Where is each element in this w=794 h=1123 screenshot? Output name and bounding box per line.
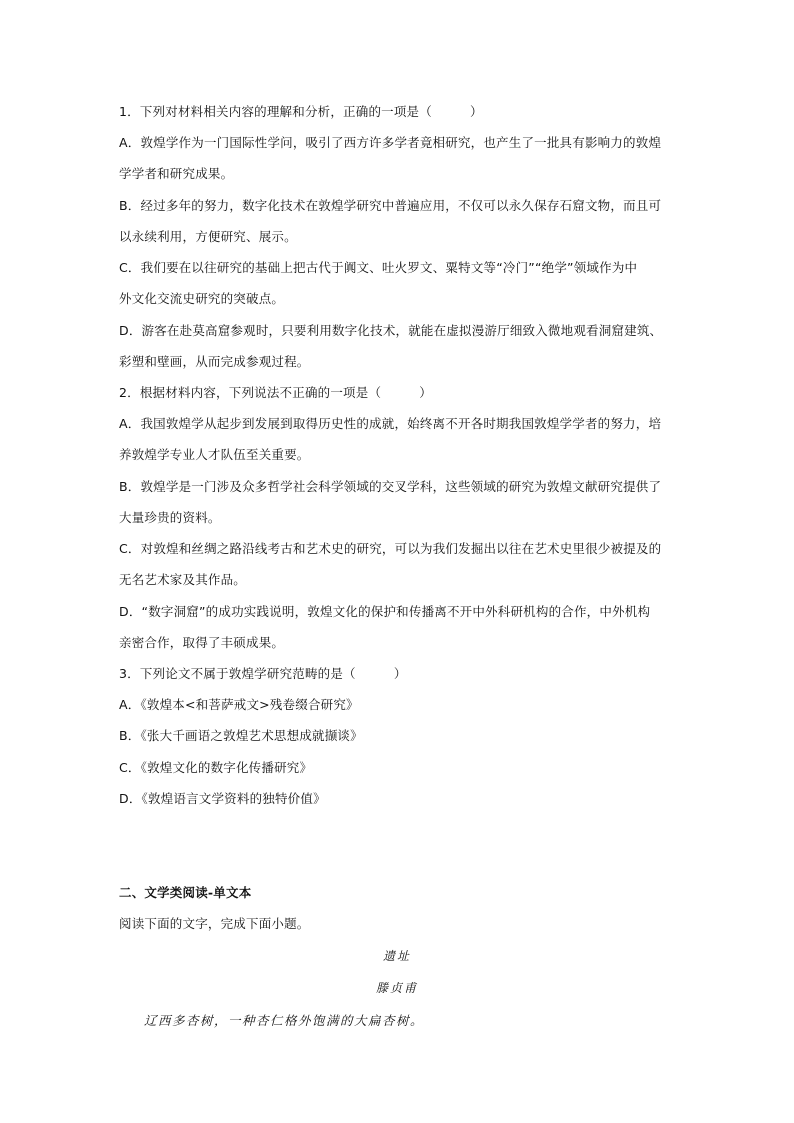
- q1-option-c-line1: C．我们要在以往研究的基础上把古代于阗文、吐火罗文、粟特文等“冷门”“绝学”领域作为中: [119, 260, 638, 275]
- q2-option-c-line1: C．对敦煌和丝绸之路沿线考古和艺术史的研究，可以为我们发掘出以往在艺术史里很少被提及的: [119, 541, 662, 556]
- passage-first-line: 辽西多杏树，一种杏仁格外饱满的大扁杏树。: [144, 1013, 425, 1028]
- q1-option-d-line1: D．游客在赴莫高窟参观时，只要利用数字化技术，就能在虚拟漫游厅细致入微地观看洞窟建筑、: [119, 323, 663, 338]
- q3-option-d: D．《敦煌语言文学资料的独特价值》: [119, 791, 326, 806]
- section-instruction: 阅读下面的文字，完成下面小题。: [119, 916, 310, 931]
- passage-author: 滕贞甫: [375, 981, 418, 995]
- q2-option-b-line1: B．敦煌学是一门涉及众多哲学社会科学领域的交叉学科，这些领域的研究为敦煌文献研究提供了: [119, 479, 662, 494]
- q2-option-a-line1: A．我国敦煌学从起步到发展到取得历史性的成就，始终离不开各时期我国敦煌学学者的努力，培: [119, 416, 662, 431]
- q2-option-c-line2: 无名艺术家及其作品。: [119, 572, 247, 587]
- q3-option-a: A．《敦煌本<和菩萨戒文>残卷缀合研究》: [119, 697, 359, 712]
- q3-stem: 3．下列论文不属于敦煌学研究范畴的是（ ）: [119, 666, 407, 681]
- q1-option-a-line1: A．敦煌学作为一门国际性学问，吸引了西方许多学者竟相研究，也产生了一批具有影响力的敦煌: [119, 135, 662, 150]
- q3-option-c: C．《敦煌文化的数字化传播研究》: [119, 760, 313, 775]
- section-heading: 二、文学类阅读-单文本: [119, 885, 252, 900]
- q2-stem: 2．根据材料内容，下列说法不正确的一项是（ ）: [119, 385, 432, 400]
- passage-title: 遗址: [382, 949, 411, 963]
- q2-option-d-line1: D．“数字洞窟”的成功实践说明，敦煌文化的保护和传播离不开中外科研机构的合作，中外机构: [119, 604, 651, 619]
- q1-option-b-line1: B．经过多年的努力，数字化技术在敦煌学研究中普遍应用，不仅可以永久保存石窟文物，而且可: [119, 198, 662, 213]
- q1-option-c-line2: 外文化交流史研究的突破点。: [119, 291, 285, 306]
- q2-option-d-line2: 亲密合作，取得了丰硕成果。: [119, 635, 285, 650]
- q1-stem: 1．下列对材料相关内容的理解和分析，正确的一项是（ ）: [119, 104, 483, 119]
- q3-option-b: B．《张大千画语之敦煌艺术思想成就撷谈》: [119, 728, 363, 743]
- q2-option-b-line2: 大量珍贵的资料。: [119, 510, 221, 525]
- q1-option-d-line2: 彩塑和壁画，从而完成参观过程。: [119, 354, 310, 369]
- q1-option-a-line2: 学学者和研究成果。: [119, 166, 234, 181]
- q2-option-a-line2: 养敦煌学专业人才队伍至关重要。: [119, 447, 310, 462]
- q1-option-b-line2: 以永续利用，方便研究、展示。: [119, 229, 297, 244]
